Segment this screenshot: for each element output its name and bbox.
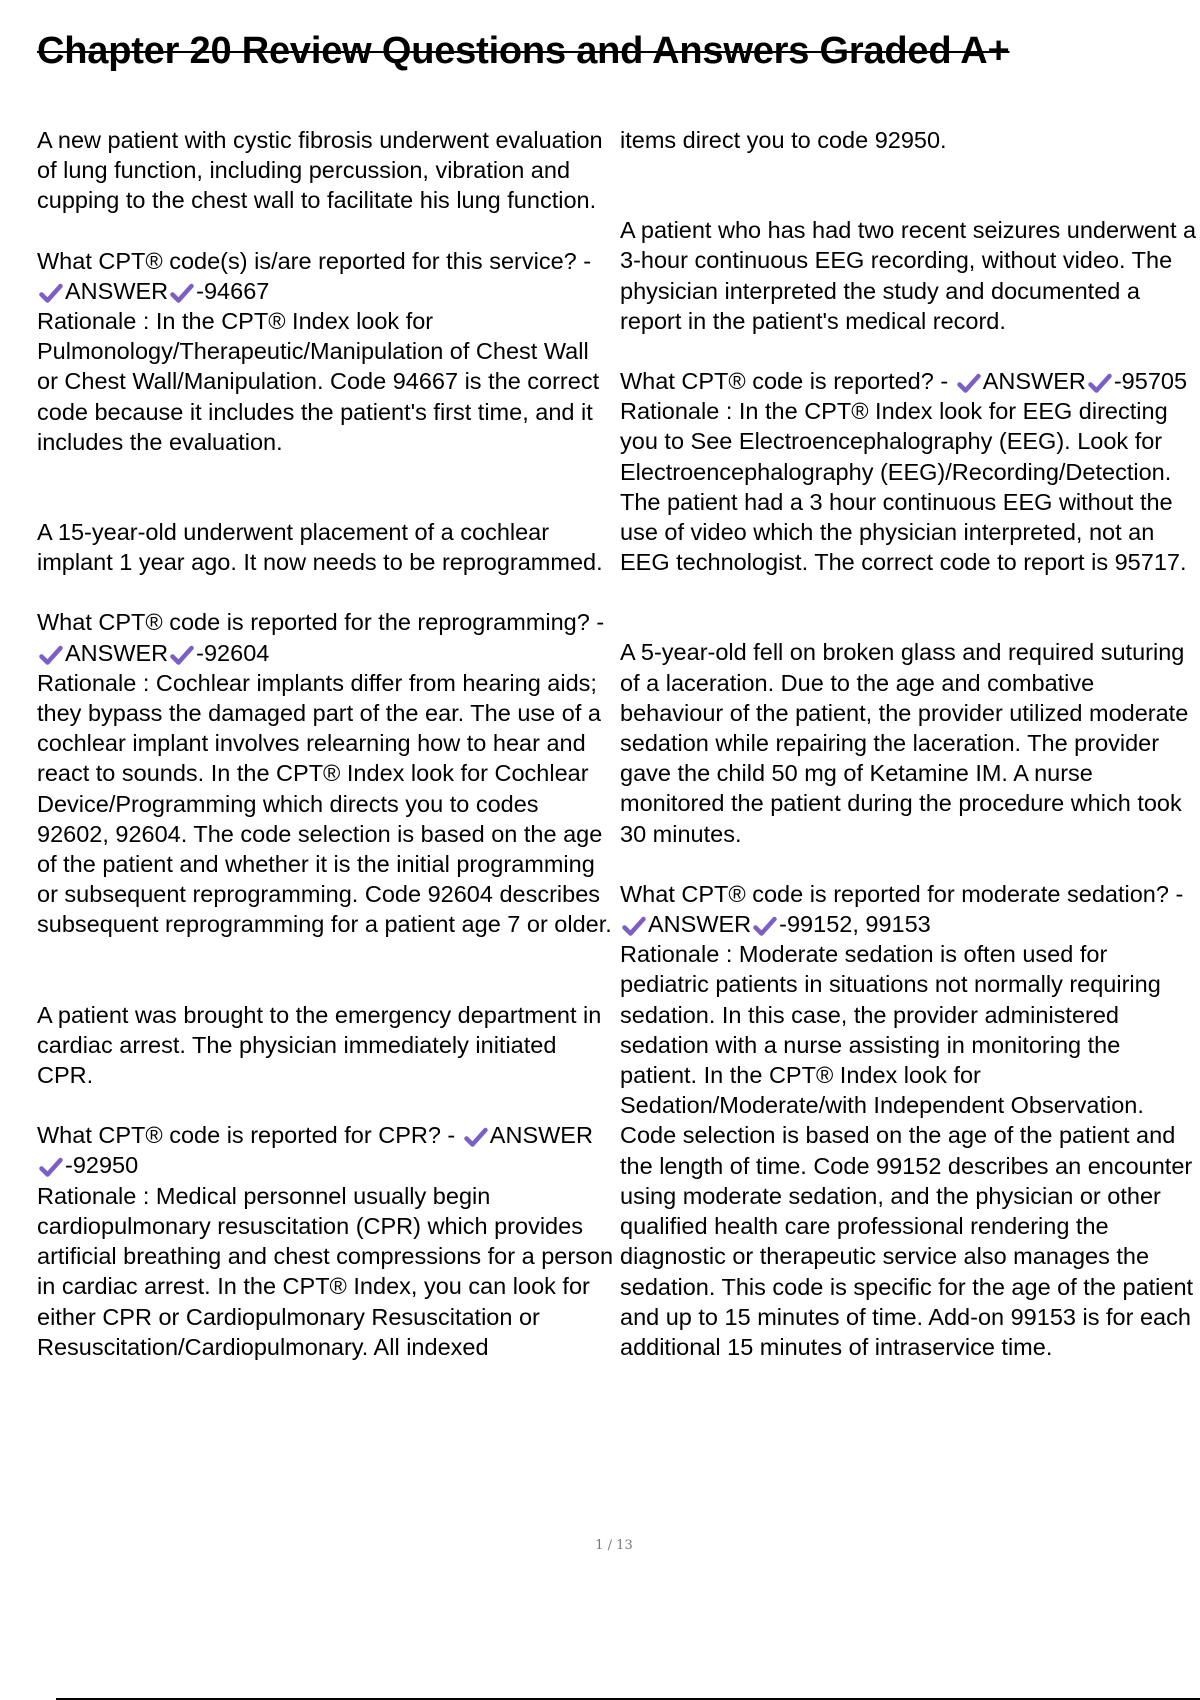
page-title: Chapter 20 Review Questions and Answers Graded A+: [37, 30, 1010, 72]
checkmark-icon: [170, 645, 194, 665]
question-with-answer: [37, 607, 615, 667]
answer-label: ANSWER: [982, 368, 1086, 395]
question-text: What CPT® code is reported? -: [620, 368, 955, 395]
question-with-answer: [37, 246, 615, 306]
checkmark-icon: [1088, 373, 1112, 393]
question-with-answer: [620, 366, 1200, 396]
page-number: 1 / 13: [595, 1538, 633, 1553]
answer-code: -92950: [65, 1152, 139, 1179]
question-text: What CPT® code is reported for the reprogramming? -: [37, 609, 605, 636]
rationale-continued: items direct you to code 92950.: [620, 127, 947, 153]
question-text: What CPT® code is reported for CPR? -: [37, 1122, 462, 1149]
question-scenario: A new patient with cystic fibrosis underwent evaluation of lung function, including percussion, vibration and cupping to the chest wall to facilitate his lung function.: [37, 127, 603, 214]
checkmark-icon: [753, 916, 777, 936]
checkmark-icon: [464, 1127, 488, 1147]
rationale: Rationale : Moderate sedation is often used for pediatric patients in situations not normally requiring sedation. In this case, the provider administered sedation with a nurse assisting in monitoring the patient. In the CPT® Index look for Sedation/Moderate/with Independent Observation. Code selection is based on the age of the patient and the length of time. Code 99152 describes an encounter using moderate sedation, and the physician or other qualified health care professional rendering the diagnostic or therapeutic service also manages the sedation. This code is specific for the age of the patient and up to 15 minutes of time. Add-on 99153 is for each additional 15 minutes of intraservice time.: [620, 941, 1194, 1360]
question-scenario: A patient who has had two recent seizures underwent a 3-hour continuous EEG recording, without video. The physician interpreted the study and documented a report in the patient's medical record.: [620, 217, 1197, 334]
question-with-answer: [620, 879, 1200, 939]
question-scenario: A 5-year-old fell on broken glass and required suturing of a laceration. Due to the age and combative behaviour of the patient, the provider utilized moderate sedation while repairing the laceration. The provider gave the child 50 mg of Ketamine IM. A nurse monitored the patient during the procedure which took 30 minutes.: [620, 639, 1189, 847]
question-block-moderate-sedation: [620, 637, 1200, 1362]
question-scenario: A 15-year-old underwent placement of a cochlear implant 1 year ago. It now needs to be reprogrammed.: [37, 519, 603, 576]
checkmark-icon: [622, 916, 646, 936]
checkmark-icon: [170, 283, 194, 303]
question-block-eeg: [620, 215, 1200, 577]
answer-label: ANSWER: [489, 1122, 593, 1149]
rationale: Rationale : In the CPT® Index look for EEG directing you to See Electroencephalography (EEG). Look for Electroencephalography (EEG)/Recording/Detection. The patient had a 3 hour continuous EEG without the use of video which the physician interpreted, not an EEG technologist. The correct code to report is 95717.: [620, 398, 1187, 576]
question-block-cystic-fibrosis: [37, 125, 615, 457]
question-block-cochlear-implant: [37, 517, 615, 940]
checkmark-icon: [39, 1157, 63, 1177]
answer-code: -94667: [196, 277, 270, 304]
answer-code: -99152, 99153: [779, 911, 931, 938]
question-with-answer: [37, 1120, 615, 1180]
answer-label: ANSWER: [65, 639, 169, 666]
right-column: [620, 125, 1200, 1362]
rationale: Rationale : Cochlear implants differ from hearing aids; they bypass the damaged part of the ear. The use of a cochlear implant involves relearning how to hear and react to sounds. In the CPT® Index look for Cochlear Device/Programming which directs you to codes 92602, 92604. The code selection is based on the age of the patient and whether it is the initial programming or subsequent reprogramming. Code 92604 describes subsequent reprogramming for a patient age 7 or older.: [37, 669, 612, 938]
question-text: What CPT® code is reported for moderate sedation? -: [620, 880, 1184, 907]
checkmark-icon: [39, 283, 63, 303]
question-block-cpr: [37, 1000, 615, 1362]
answer-label: ANSWER: [65, 277, 169, 304]
answer-code: -95705: [1113, 368, 1188, 395]
answer-label: ANSWER: [648, 911, 752, 938]
rationale: Rationale : Medical personnel usually begin cardiopulmonary resuscitation (CPR) which provides artificial breathing and chest compressions for a person in cardiac arrest. In the CPT® Index, you can look for either CPR or Cardiopulmonary Resuscitation or Resuscitation/Cardiopulmonary. All indexed: [37, 1182, 614, 1360]
rationale: Rationale : In the CPT® Index look for Pulmonology/Therapeutic/Manipulation of Chest Wall or Chest Wall/Manipulation. Code 94667 is the correct code because it includes the patient's first time, and it includes the evaluation.: [37, 308, 600, 455]
checkmark-icon: [39, 645, 63, 665]
answer-code: -92604: [196, 639, 270, 666]
checkmark-icon: [957, 373, 981, 393]
question-text: What CPT® code(s) is/are reported for this service? -: [37, 247, 592, 274]
left-column: [37, 125, 615, 1362]
question-scenario: A patient was brought to the emergency department in cardiac arrest. The physician immediately initiated CPR.: [37, 1001, 602, 1089]
